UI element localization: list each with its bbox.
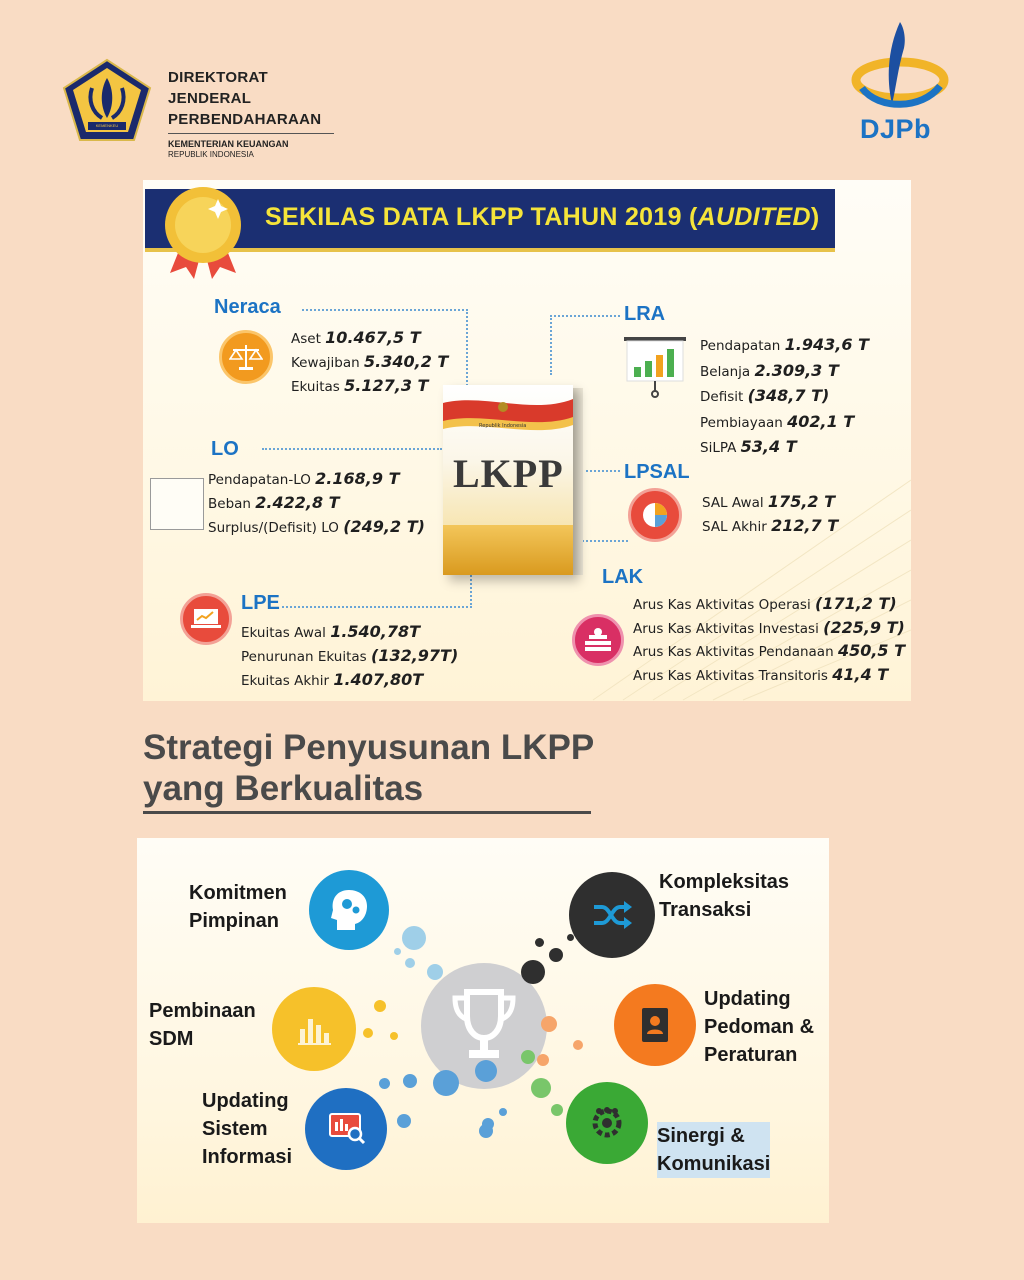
lo-surplus-defisit: Surplus/(Defisit) LO (249,2 T) (208, 517, 425, 536)
lak-pendanaan: Arus Kas Aktivitas Pendanaan 450,5 T (633, 641, 906, 660)
lak-transitoris: Arus Kas Aktivitas Transitoris 41,4 T (633, 664, 889, 684)
lra-silpa: SiLPA 53,4 T (700, 437, 797, 456)
lpe-heading: LPE (241, 592, 280, 614)
neraca-kewajiban: Kewajiban 5.340,2 T (291, 352, 449, 371)
lra-defisit: Defisit (348,7 T) (700, 386, 830, 405)
org-line2: PERBENDAHARAAN (168, 111, 322, 128)
neraca-ekuitas: Ekuitas 5.127,3 T (291, 376, 429, 395)
pie-chart-icon (628, 488, 682, 542)
lpsal-list (702, 490, 838, 538)
presentation-chart-icon (622, 333, 688, 399)
org-header (168, 67, 338, 160)
monitor-search-icon (305, 1088, 387, 1170)
strategy-label-kompleksitas: Kompleksitas Transaksi (659, 871, 790, 921)
strategy-label-pembinaan: Pembinaan SDM (149, 1000, 256, 1050)
lak-investasi: Arus Kas Aktivitas Investasi (225,9 T) (633, 617, 905, 637)
djpb-wordmark: DJPb (860, 114, 932, 144)
lpsal-sal-awal: SAL Awal 175,2 T (702, 492, 836, 511)
lra-belanja: Belanja 2.309,3 T (700, 360, 839, 380)
lra-pendapatan: Pendapatan 1.943,6 T (700, 335, 869, 354)
lpe-ekuitas-akhir: Ekuitas Akhir 1.407,80T (241, 670, 424, 689)
lak-list (633, 592, 905, 686)
neraca-heading: Neraca (214, 296, 281, 318)
connector-lra (550, 315, 620, 375)
strategy-title-underline (143, 811, 591, 814)
head-gears-icon (309, 870, 389, 950)
strategy-label-sinergi: Sinergi & Komunikasi (657, 1122, 770, 1178)
strategy-label-sistem-informasi: Updating Sistem Informasi (202, 1090, 293, 1168)
connector-lpsal (586, 470, 620, 472)
book-publisher: Republik Indonesia (479, 423, 527, 429)
overview-title: SEKILAS DATA LKPP TAHUN 2019 (AUDITED) (265, 203, 820, 231)
strategy-label-pedoman: Updating Pedoman & Peraturan (704, 988, 815, 1066)
laptop-chart-icon (180, 593, 232, 645)
strategy-title-line1: Strategi Penyusunan LKPP (143, 728, 595, 767)
medal-icon (160, 185, 246, 281)
neraca-list (291, 326, 448, 398)
lpe-penurunan-ekuitas: Penurunan Ekuitas (132,97T) (241, 646, 459, 665)
book-gold-band (443, 525, 573, 575)
country-name: REPUBLIK INDONESIA (168, 150, 254, 159)
strategy-panel (137, 838, 829, 1223)
lo-placeholder-frame (150, 478, 204, 530)
lak-heading: LAK (602, 566, 644, 588)
lpe-list (241, 620, 458, 692)
neraca-aset: Aset 10.467,5 T (291, 328, 421, 347)
lo-heading: LO (211, 438, 239, 460)
org-line1: DIREKTORAT JENDERAL (168, 69, 268, 107)
connector-lo (262, 448, 442, 450)
lpe-ekuitas-awal: Ekuitas Awal 1.540,78T (241, 622, 421, 641)
money-stack-icon (572, 614, 624, 666)
contact-book-icon (614, 984, 696, 1066)
connector-lpe (282, 572, 472, 608)
balance-scale-icon (219, 330, 273, 384)
lra-pembiayaan: Pembiayaan 402,1 T (700, 411, 855, 431)
ministry-name: KEMENTERIAN KEUANGAN (168, 139, 289, 149)
lo-pendapatan: Pendapatan-LO 2.168,9 T (208, 469, 400, 488)
strategy-title (143, 727, 594, 809)
emblem-ribbon-text: KEMENKEU (95, 123, 119, 128)
lra-list (700, 332, 869, 460)
team-gear-icon (566, 1082, 648, 1164)
strategy-title-line2: yang Berkualitas (143, 769, 424, 808)
strategy-label-komitmen: Komitmen Pimpinan (189, 882, 287, 932)
lo-list (208, 467, 425, 539)
bar-chart-icon (272, 987, 356, 1071)
book-title: LKPP (453, 451, 564, 496)
lo-beban: Beban 2.422,8 T (208, 493, 340, 512)
shuffle-icon (569, 872, 655, 958)
org-divider (168, 133, 334, 134)
lpsal-heading: LPSAL (624, 461, 690, 483)
lra-heading: LRA (624, 303, 666, 325)
lak-operasi: Arus Kas Aktivitas Operasi (171,2 T) (633, 594, 897, 613)
kemenkeu-emblem (62, 58, 152, 142)
lpsal-sal-akhir: SAL Akhir 212,7 T (702, 516, 839, 535)
